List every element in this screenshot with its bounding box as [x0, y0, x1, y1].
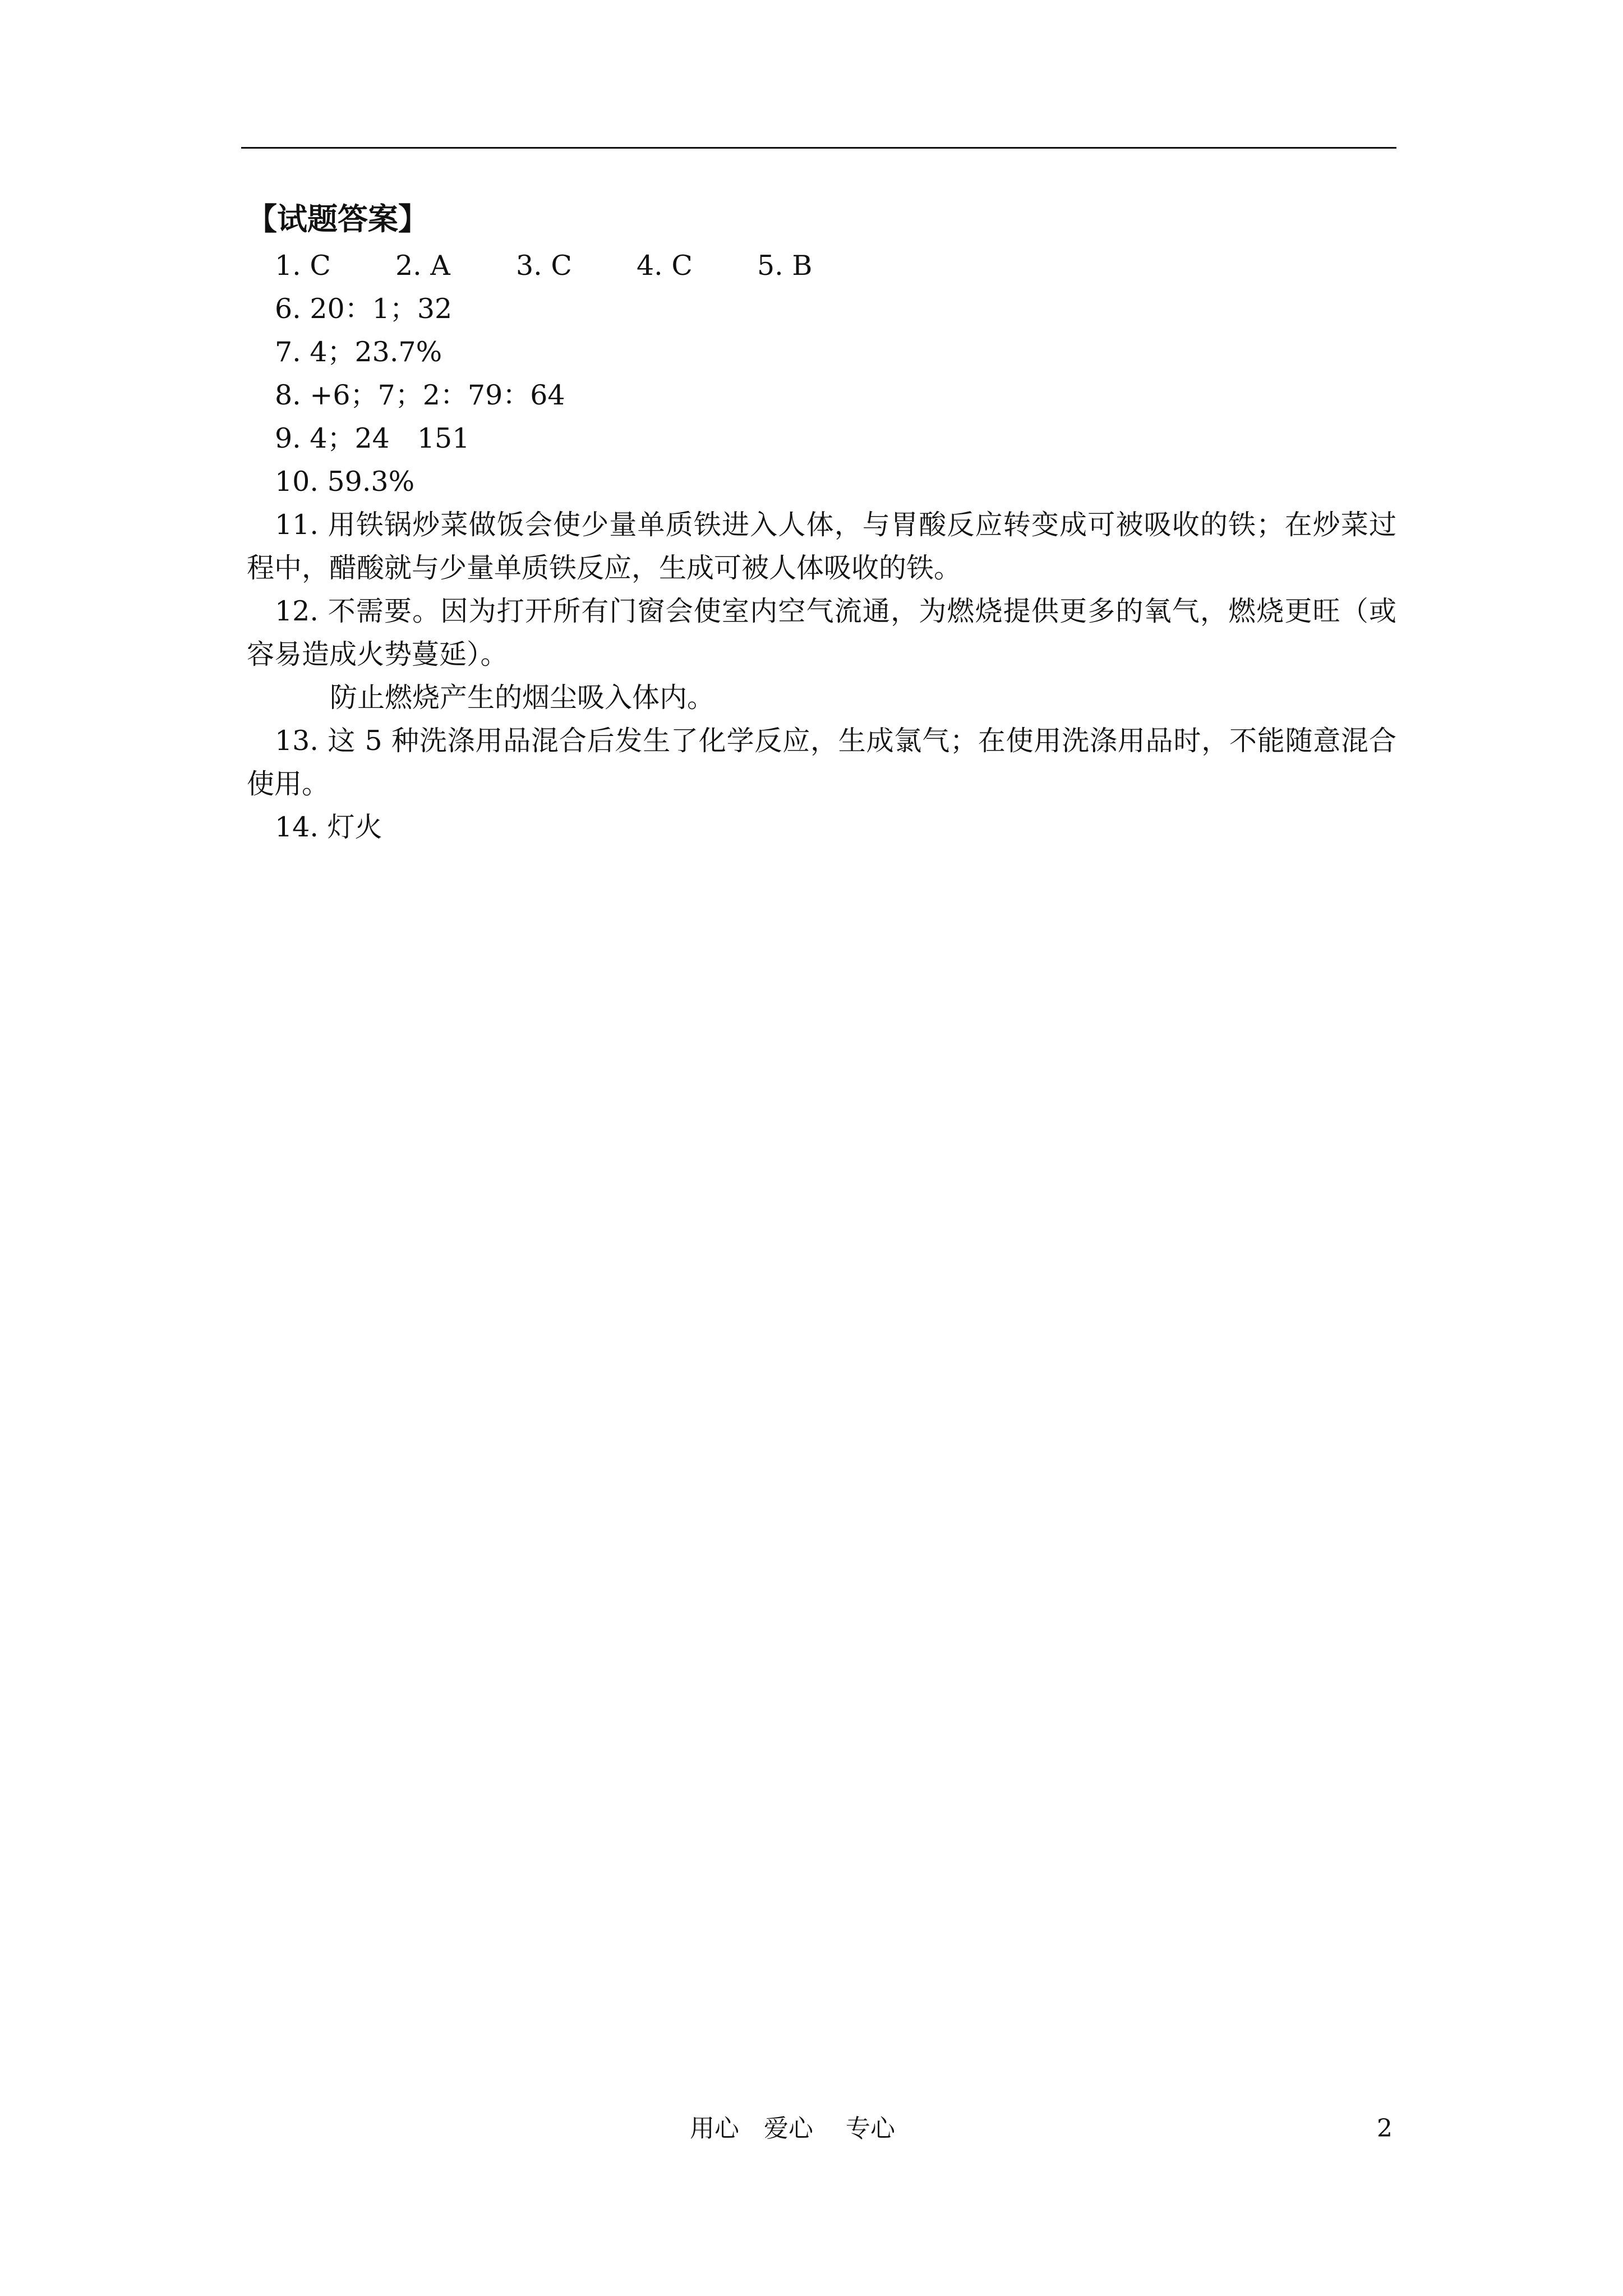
header-rule — [241, 147, 1396, 149]
answer-10: 10. 59.3% — [275, 466, 415, 498]
answer-12: 12. 不需要。因为打开所有门窗会使室内空气流通，为燃烧提供更多的氧气，燃烧更旺（或容易造成火势蔓延）。 — [247, 595, 1396, 670]
answer-7: 7. 4；23.7% — [275, 336, 442, 368]
mc-answer-4: 4. C — [637, 250, 693, 282]
answer-8: 8. +6；7；2：79：64 — [275, 379, 565, 411]
answer-12-supplement: 防止燃烧产生的烟尘吸入体内。 — [330, 682, 715, 714]
footer-text: 用心 爱心 专心 — [690, 2114, 895, 2143]
answer-11: 11. 用铁锅炒菜做饭会使少量单质铁进入人体，与胃酸反应转变成可被吸收的铁；在炒菜过程中，醋酸就与少量单质铁反应，生成可被人体吸收的铁。 — [247, 509, 1396, 584]
answer-9: 9. 4；24 151 — [275, 422, 470, 454]
answer-section — [247, 194, 1396, 849]
answer-13: 13. 这 5 种洗涤用品混合后发生了化学反应，生成氯气；在使用洗涤用品时，不能随意混合使用。 — [247, 725, 1396, 800]
page-number: 2 — [1377, 2114, 1393, 2143]
mc-answer-1: 1. C — [275, 250, 331, 282]
answer-14: 14. 灯火 — [275, 811, 382, 843]
answer-6: 6. 20：1；32 — [275, 293, 453, 325]
mc-answer-3: 3. C — [516, 250, 572, 282]
mc-answer-2: 2. A — [395, 250, 450, 282]
mc-answer-5: 5. B — [757, 250, 813, 282]
multiple-choice-answers — [247, 244, 1396, 287]
section-title: 【试题答案】 — [247, 201, 428, 237]
